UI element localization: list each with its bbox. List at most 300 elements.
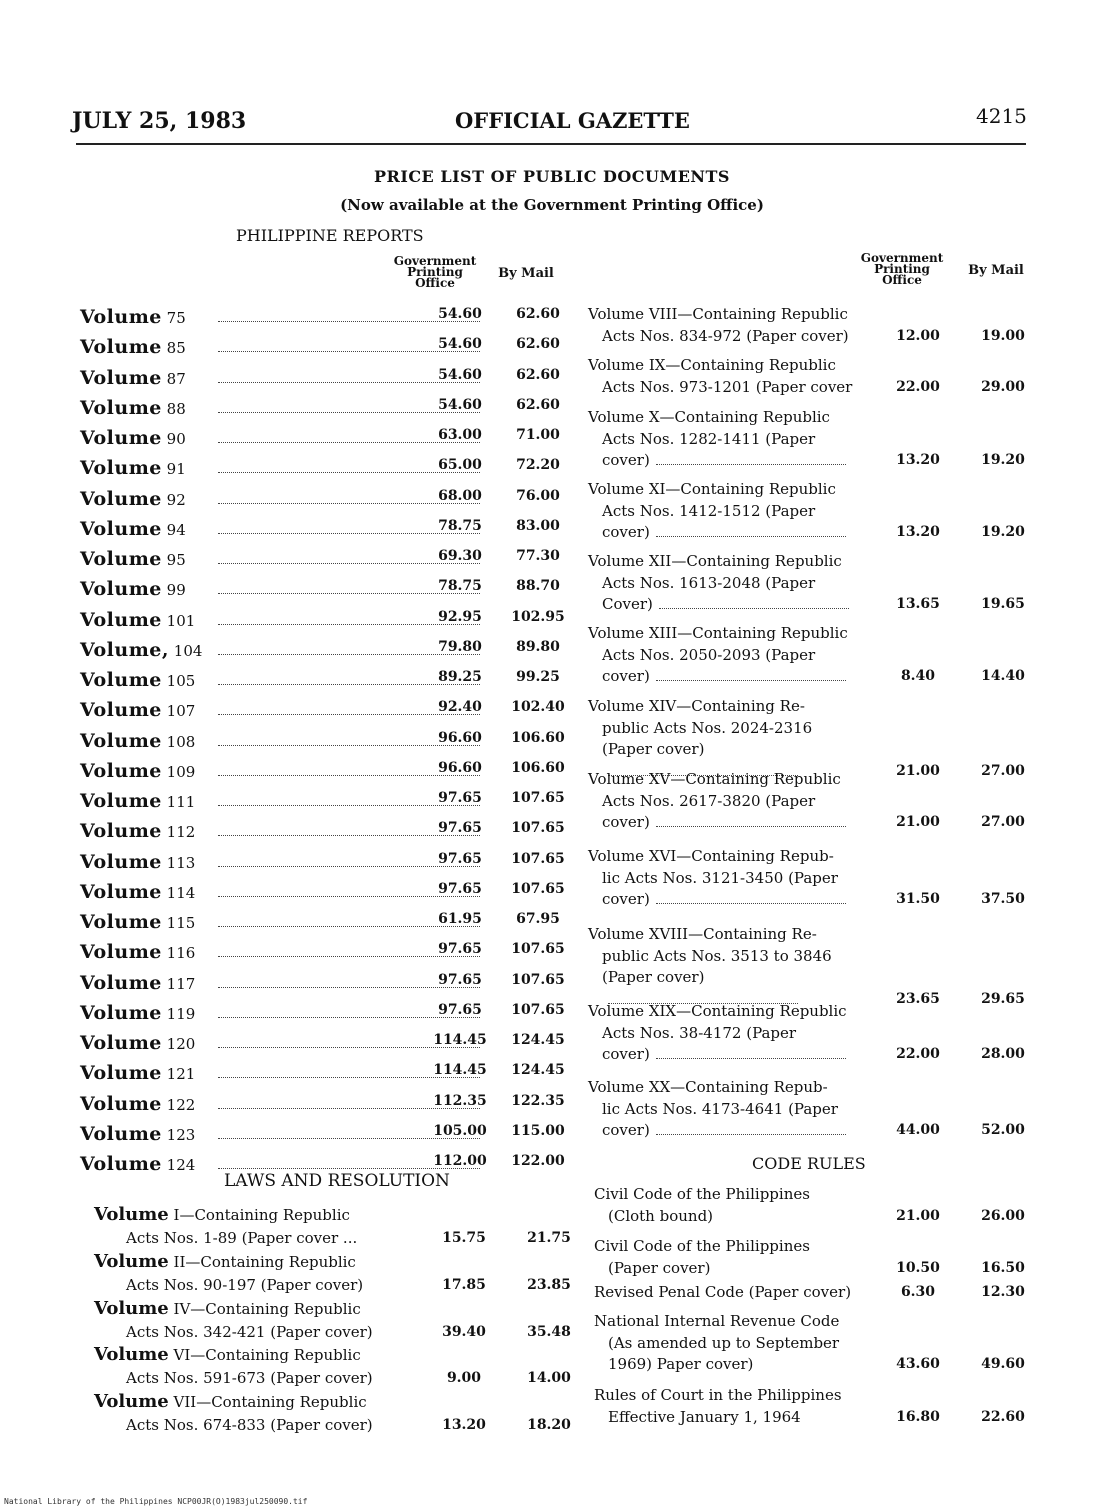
- desc-line: Volume XIV—Containing Re-: [588, 697, 805, 715]
- leader-dots: [656, 464, 846, 465]
- republic-acts-row: [588, 924, 1048, 1010]
- mail-price: 12.30: [981, 1284, 1025, 1300]
- republic-acts-desc: [588, 924, 868, 1010]
- mail-price: 49.60: [981, 1356, 1025, 1372]
- gpo-price: 79.80: [438, 638, 482, 655]
- gpo-price: 54.60: [438, 366, 482, 383]
- report-row: [80, 457, 580, 483]
- law-row: [94, 1203, 594, 1250]
- report-row: [80, 911, 580, 937]
- report-volume-label: [80, 941, 195, 963]
- law-line-2: Acts Nos. 674-833 (Paper cover): [126, 1416, 373, 1434]
- gpo-price: 23.65: [896, 990, 940, 1007]
- republic-acts-row: [588, 355, 1048, 398]
- law-row: [94, 1390, 594, 1437]
- gpo-price: 13.20: [442, 1417, 486, 1433]
- report-volume-number: 101: [161, 611, 196, 630]
- mail-price: 62.60: [516, 396, 560, 413]
- mail-price: 62.60: [516, 336, 560, 353]
- report-volume-number: 114: [161, 883, 196, 902]
- desc-line: (Paper cover): [608, 1258, 711, 1277]
- header-rule: [76, 143, 1026, 145]
- mail-price: 106.60: [511, 759, 565, 776]
- desc-line: Acts Nos. 38-4172 (Paper: [602, 1023, 797, 1042]
- law-volume-word: Volume: [94, 1344, 169, 1365]
- code-rule-desc: [594, 1385, 874, 1428]
- report-volume-number: 120: [161, 1035, 196, 1053]
- desc-line: cover): [588, 889, 868, 911]
- gpo-price: 92.40: [438, 699, 482, 716]
- gpo-price: 61.95: [438, 911, 482, 927]
- report-volume-number: 104: [169, 641, 203, 660]
- report-row: [80, 518, 580, 544]
- report-volume-word: Volume: [80, 487, 162, 510]
- report-row: [80, 609, 580, 635]
- law-line-2: Acts Nos. 342-421 (Paper cover): [126, 1323, 373, 1341]
- gpo-price: 112.35: [433, 1092, 487, 1109]
- mail-price: 16.50: [981, 1259, 1025, 1276]
- desc-line: Volume IX—Containing Republic: [588, 356, 836, 374]
- report-row: [80, 851, 580, 877]
- mail-price: 21.75: [527, 1230, 571, 1246]
- mail-price: 99.25: [516, 669, 560, 685]
- report-row: [80, 336, 580, 362]
- republic-acts-desc: [588, 479, 868, 544]
- report-volume-number: 109: [161, 762, 196, 781]
- gpo-price: 13.20: [896, 524, 940, 540]
- report-volume-label: [80, 639, 202, 661]
- desc-line: cover): [588, 666, 868, 688]
- report-row: [80, 367, 580, 393]
- report-volume-label: [80, 306, 186, 328]
- gpo-price: 112.00: [433, 1153, 487, 1169]
- gpo-price: 68.00: [438, 487, 482, 504]
- mail-price: 76.00: [516, 487, 560, 504]
- report-row: [80, 548, 580, 574]
- report-volume-word: Volume: [80, 850, 162, 873]
- mail-price: 37.50: [981, 891, 1025, 907]
- mail-price: 115.00: [511, 1122, 565, 1139]
- desc-line: Civil Code of the Philippines: [594, 1237, 810, 1255]
- law-line-1: [94, 1203, 594, 1227]
- desc-line: Volume XVI—Containing Repub-: [588, 847, 834, 865]
- leader-dots: [656, 1134, 846, 1135]
- report-volume-label: [80, 1032, 195, 1054]
- republic-acts-row: [588, 304, 1048, 347]
- desc-line: cover): [588, 450, 868, 472]
- gpo-price: 97.65: [438, 1001, 482, 1018]
- leader-dots: [656, 903, 846, 904]
- report-volume-word: Volume: [80, 699, 162, 722]
- mail-price: 35.48: [527, 1324, 571, 1340]
- desc-line: Volume XX—Containing Repub-: [588, 1078, 828, 1096]
- report-volume-number: 108: [161, 732, 196, 751]
- desc-line: Rules of Court in the Philippines: [594, 1386, 842, 1404]
- code-rule-row: [594, 1385, 1054, 1428]
- law-volume-desc: IV—Containing Republic: [168, 1300, 361, 1318]
- left-gpo-header: Government Printing Office: [393, 254, 477, 290]
- mail-price: 107.65: [511, 941, 565, 958]
- mail-price: 19.20: [981, 452, 1025, 468]
- report-volume-word: Volume: [80, 759, 162, 782]
- section-laws: LAWS AND RESOLUTION: [224, 1171, 450, 1191]
- republic-acts-desc: [588, 355, 868, 398]
- report-row: [80, 1002, 580, 1028]
- report-volume-word: Volume: [80, 820, 162, 843]
- gpo-price: 15.75: [442, 1230, 486, 1246]
- report-volume-label: [80, 336, 186, 358]
- leader-dots: [656, 826, 846, 827]
- law-volume-word: Volume: [94, 1298, 169, 1319]
- mail-price: 71.00: [516, 427, 560, 443]
- report-volume-word: Volume: [80, 1153, 162, 1175]
- law-line-1: [94, 1250, 594, 1274]
- code-rule-row: [594, 1184, 1054, 1227]
- mail-price: 27.00: [981, 762, 1025, 779]
- report-volume-label: [80, 457, 186, 479]
- desc-line: Acts Nos. 2050-2093 (Paper: [602, 645, 816, 664]
- mail-price: 67.95: [516, 911, 560, 927]
- report-row: [80, 1123, 580, 1149]
- gpo-price: 16.80: [896, 1408, 940, 1425]
- report-row: [80, 427, 580, 453]
- gpo-price: 10.50: [896, 1259, 940, 1276]
- desc-line: cover): [588, 522, 868, 544]
- desc-line: Acts Nos. 1282-1411 (Paper: [602, 429, 816, 448]
- report-volume-word: Volume: [80, 729, 162, 752]
- mail-price: 14.00: [527, 1370, 571, 1386]
- report-volume-number: 123: [161, 1125, 196, 1144]
- report-volume-number: 94: [161, 520, 186, 539]
- report-volume-number: 91: [161, 460, 186, 479]
- report-volume-label: [80, 972, 195, 994]
- report-volume-label: [80, 669, 195, 691]
- code-rule-desc: [594, 1184, 874, 1227]
- gpo-price: 114.45: [433, 1032, 487, 1048]
- desc-line: Volume XIX—Containing Republic: [588, 1002, 847, 1020]
- report-volume-label: [80, 760, 195, 782]
- right-mail-header: By Mail: [968, 263, 1024, 278]
- mail-price: 18.20: [527, 1417, 571, 1433]
- mail-price: 19.00: [981, 327, 1025, 344]
- republic-acts-desc: [588, 1077, 868, 1142]
- report-volume-word: Volume: [80, 336, 162, 359]
- report-row: [80, 1062, 580, 1088]
- gpo-price: 96.60: [438, 759, 482, 776]
- report-row: [80, 820, 580, 846]
- report-volume-number: 112: [161, 823, 196, 842]
- gpo-price: 92.95: [438, 608, 482, 625]
- law-row: [94, 1343, 594, 1390]
- mail-price: 88.70: [516, 578, 560, 595]
- price-list-title: PRICE LIST OF PUBLIC DOCUMENTS: [374, 167, 730, 186]
- law-volume-desc: VII—Containing Republic: [168, 1393, 367, 1411]
- law-volume-desc: II—Containing Republic: [168, 1253, 356, 1271]
- report-row: [80, 578, 580, 604]
- desc-line: (Cloth bound): [608, 1206, 714, 1225]
- report-row: [80, 1032, 580, 1058]
- mail-price: 107.65: [511, 790, 565, 806]
- desc-line: Volume XII—Containing Republic: [588, 552, 842, 570]
- section-code-rules: CODE RULES: [752, 1154, 866, 1173]
- report-volume-number: 75: [161, 309, 186, 327]
- report-row: [80, 639, 580, 665]
- report-volume-number: 113: [161, 853, 196, 872]
- gpo-price: 6.30: [900, 1284, 936, 1300]
- code-rule-row: [594, 1236, 1054, 1279]
- report-volume-label: [80, 548, 186, 570]
- gpo-price: 9.00: [446, 1370, 482, 1386]
- republic-acts-row: [588, 551, 1048, 616]
- report-volume-label: [80, 699, 195, 721]
- gpo-price: 12.00: [896, 327, 940, 344]
- report-volume-number: 87: [161, 369, 186, 388]
- gpo-price: 31.50: [896, 891, 940, 907]
- report-volume-number: 90: [161, 430, 186, 448]
- report-volume-number: 92: [161, 490, 186, 509]
- report-volume-number: 107: [161, 702, 196, 721]
- republic-acts-row: [588, 407, 1048, 472]
- gpo-price: 43.60: [896, 1356, 940, 1372]
- gpo-price: 39.40: [442, 1324, 486, 1340]
- desc-line: (Paper cover): [588, 739, 868, 782]
- section-philippine-reports: PHILIPPINE REPORTS: [236, 226, 424, 245]
- republic-acts-row: [588, 479, 1048, 544]
- report-volume-number: 99: [161, 581, 186, 600]
- report-volume-number: 111: [161, 793, 196, 811]
- report-volume-label: [80, 518, 186, 540]
- desc-line: public Acts Nos. 2024-2316: [602, 718, 813, 737]
- gpo-price: 13.65: [896, 596, 940, 612]
- mail-price: 62.60: [516, 366, 560, 383]
- mail-price: 122.35: [511, 1092, 565, 1109]
- republic-acts-row: [588, 1001, 1048, 1066]
- report-volume-word: Volume,: [80, 638, 170, 661]
- code-rule-desc: [594, 1282, 874, 1304]
- desc-line: public Acts Nos. 3513 to 3846: [602, 946, 832, 965]
- mail-price: 107.65: [511, 820, 565, 837]
- mail-price: 62.60: [516, 306, 560, 322]
- gpo-price: 97.65: [438, 971, 482, 988]
- report-volume-number: 116: [161, 944, 196, 963]
- right-gpo-header: Government Printing Office: [860, 251, 944, 287]
- report-volume-label: [80, 911, 195, 933]
- report-volume-label: [80, 1123, 195, 1145]
- leader-dots: [656, 680, 846, 681]
- report-volume-label: [80, 1093, 195, 1115]
- law-row: [94, 1250, 594, 1297]
- republic-acts-desc: [588, 1001, 868, 1066]
- republic-acts-desc: [588, 623, 868, 688]
- gpo-price: 21.00: [896, 1207, 940, 1224]
- mail-price: 107.65: [511, 971, 565, 988]
- mail-price: 19.20: [981, 524, 1025, 540]
- mail-price: 106.60: [511, 729, 565, 746]
- law-line-1: [94, 1343, 594, 1367]
- report-volume-word: Volume: [80, 880, 162, 903]
- desc-line: Cover): [588, 594, 868, 616]
- republic-acts-row: [588, 846, 1048, 911]
- law-volume-desc: I—Containing Republic: [168, 1206, 350, 1224]
- report-volume-number: 105: [161, 672, 196, 690]
- report-row: [80, 730, 580, 756]
- report-volume-number: 95: [161, 551, 186, 569]
- gpo-price: 22.00: [896, 378, 940, 395]
- gpo-price: 13.20: [896, 452, 940, 468]
- report-volume-word: Volume: [80, 517, 162, 540]
- publication-title: OFFICIAL GAZETTE: [455, 108, 690, 133]
- desc-line: cover): [588, 1120, 868, 1142]
- report-volume-word: Volume: [80, 396, 162, 419]
- law-line-2: Acts Nos. 1-89 (Paper cover ...: [126, 1229, 358, 1247]
- report-volume-label: [80, 790, 195, 812]
- report-volume-number: 117: [161, 974, 196, 993]
- mail-price: 72.20: [516, 457, 560, 474]
- mail-price: 107.65: [511, 1001, 565, 1018]
- report-volume-label: [80, 609, 195, 631]
- report-volume-word: Volume: [80, 306, 162, 328]
- report-row: [80, 488, 580, 514]
- gpo-price: 97.65: [438, 941, 482, 958]
- leader-dots: [659, 608, 849, 609]
- gpo-price: 96.60: [438, 729, 482, 746]
- gpo-price: 105.00: [433, 1122, 487, 1139]
- mail-price: 52.00: [981, 1122, 1025, 1138]
- desc-line: National Internal Revenue Code: [594, 1312, 840, 1330]
- report-row: [80, 699, 580, 725]
- law-line-2: Acts Nos. 591-673 (Paper cover): [126, 1369, 373, 1387]
- report-volume-word: Volume: [80, 971, 162, 994]
- report-volume-word: Volume: [80, 457, 162, 480]
- law-volume-word: Volume: [94, 1204, 169, 1225]
- mail-price: 124.45: [511, 1032, 565, 1048]
- gpo-price: 21.00: [896, 814, 940, 830]
- desc-line: 1969) Paper cover): [608, 1355, 754, 1373]
- gpo-price: 21.00: [896, 762, 940, 779]
- report-volume-word: Volume: [80, 1062, 162, 1085]
- code-rule-desc: [594, 1311, 874, 1376]
- gpo-price: 54.60: [438, 306, 482, 322]
- gpo-price: 54.60: [438, 396, 482, 413]
- report-volume-label: [80, 488, 186, 510]
- report-row: [80, 760, 580, 786]
- mail-price: 77.30: [516, 548, 560, 564]
- report-volume-number: 119: [161, 1004, 196, 1023]
- page-number: 4215: [976, 104, 1027, 128]
- desc-line: lic Acts Nos. 3121-3450 (Paper: [602, 868, 838, 887]
- code-rule-row: [594, 1282, 1054, 1304]
- law-line-1: [94, 1297, 594, 1321]
- report-volume-label: [80, 427, 186, 449]
- gpo-price: 97.65: [438, 880, 482, 897]
- desc-line: Civil Code of the Philippines: [594, 1185, 810, 1203]
- report-volume-number: 88: [161, 399, 186, 418]
- mail-price: 29.65: [981, 990, 1025, 1007]
- leader-dots: [656, 536, 846, 537]
- republic-acts-desc: [588, 551, 868, 616]
- mail-price: 29.00: [981, 378, 1025, 395]
- left-mail-header: By Mail: [498, 266, 554, 281]
- report-volume-number: 124: [161, 1156, 196, 1174]
- report-row: [80, 1093, 580, 1119]
- report-row: [80, 397, 580, 423]
- desc-line: (Paper cover): [588, 967, 868, 1010]
- desc-line: (As amended up to September: [608, 1333, 840, 1352]
- report-volume-label: [80, 1062, 195, 1084]
- report-volume-label: [80, 851, 195, 873]
- report-volume-word: Volume: [80, 427, 162, 449]
- law-volume-word: Volume: [94, 1251, 169, 1272]
- mail-price: 26.00: [981, 1207, 1025, 1224]
- republic-acts-row: [588, 1077, 1048, 1142]
- report-row: [80, 669, 580, 695]
- report-volume-word: Volume: [80, 1032, 162, 1054]
- report-volume-word: Volume: [80, 578, 162, 601]
- desc-line: lic Acts Nos. 4173-4641 (Paper: [602, 1099, 838, 1118]
- gpo-price: 22.00: [896, 1046, 940, 1062]
- gpo-price: 97.65: [438, 820, 482, 837]
- gpo-price: 97.65: [438, 850, 482, 867]
- report-volume-label: [80, 1153, 195, 1175]
- report-volume-word: Volume: [80, 1122, 162, 1145]
- republic-acts-desc: [588, 407, 868, 472]
- republic-acts-desc: [588, 846, 868, 911]
- desc-line: Effective January 1, 1964: [608, 1407, 801, 1426]
- mail-price: 23.85: [527, 1277, 571, 1293]
- gpo-price: 44.00: [896, 1122, 940, 1138]
- gpo-price: 78.75: [438, 517, 482, 534]
- mail-price: 107.65: [511, 850, 565, 867]
- mail-price: 122.00: [511, 1153, 565, 1169]
- report-row: [80, 790, 580, 816]
- gpo-price: 17.85: [442, 1277, 486, 1293]
- mail-price: 19.65: [981, 596, 1025, 612]
- leader-dots: [656, 1058, 846, 1059]
- report-volume-word: Volume: [80, 548, 162, 570]
- report-volume-word: Volume: [80, 1001, 162, 1024]
- desc-line: cover): [588, 1044, 868, 1066]
- desc-line: Volume X—Containing Republic: [588, 408, 830, 426]
- republic-acts-desc: [588, 769, 868, 834]
- desc-line: Acts Nos. 1412-1512 (Paper: [602, 501, 816, 520]
- scan-footer: National Library of the Philippines NCP00JR(O)1983jul250090.tif: [4, 1497, 308, 1506]
- mail-price: 102.40: [511, 699, 565, 716]
- gpo-price: 63.00: [438, 427, 482, 443]
- desc-line: Volume XI—Containing Republic: [588, 480, 836, 498]
- desc-line: Revised Penal Code (Paper cover): [594, 1283, 852, 1301]
- report-row: [80, 941, 580, 967]
- gpo-price: 65.00: [438, 457, 482, 474]
- law-row: [94, 1297, 594, 1344]
- report-volume-label: [80, 1002, 195, 1024]
- mail-price: 89.80: [516, 638, 560, 655]
- report-volume-word: Volume: [80, 669, 162, 691]
- gpo-price: 97.65: [438, 790, 482, 806]
- desc-line: Volume VIII—Containing Republic: [588, 305, 848, 323]
- gpo-price: 114.45: [433, 1062, 487, 1079]
- report-volume-word: Volume: [80, 911, 162, 933]
- report-volume-word: Volume: [80, 1092, 162, 1115]
- report-volume-word: Volume: [80, 790, 162, 812]
- report-volume-label: [80, 881, 195, 903]
- issue-date: JULY 25, 1983: [72, 108, 247, 134]
- desc-line: Acts Nos. 973-1201 (Paper cover: [602, 377, 853, 396]
- report-volume-number: 115: [161, 914, 196, 932]
- report-volume-word: Volume: [80, 366, 162, 389]
- code-rule-row: [594, 1311, 1054, 1376]
- price-list-subtitle: (Now available at the Government Printing Office): [340, 196, 764, 214]
- report-volume-label: [80, 730, 195, 752]
